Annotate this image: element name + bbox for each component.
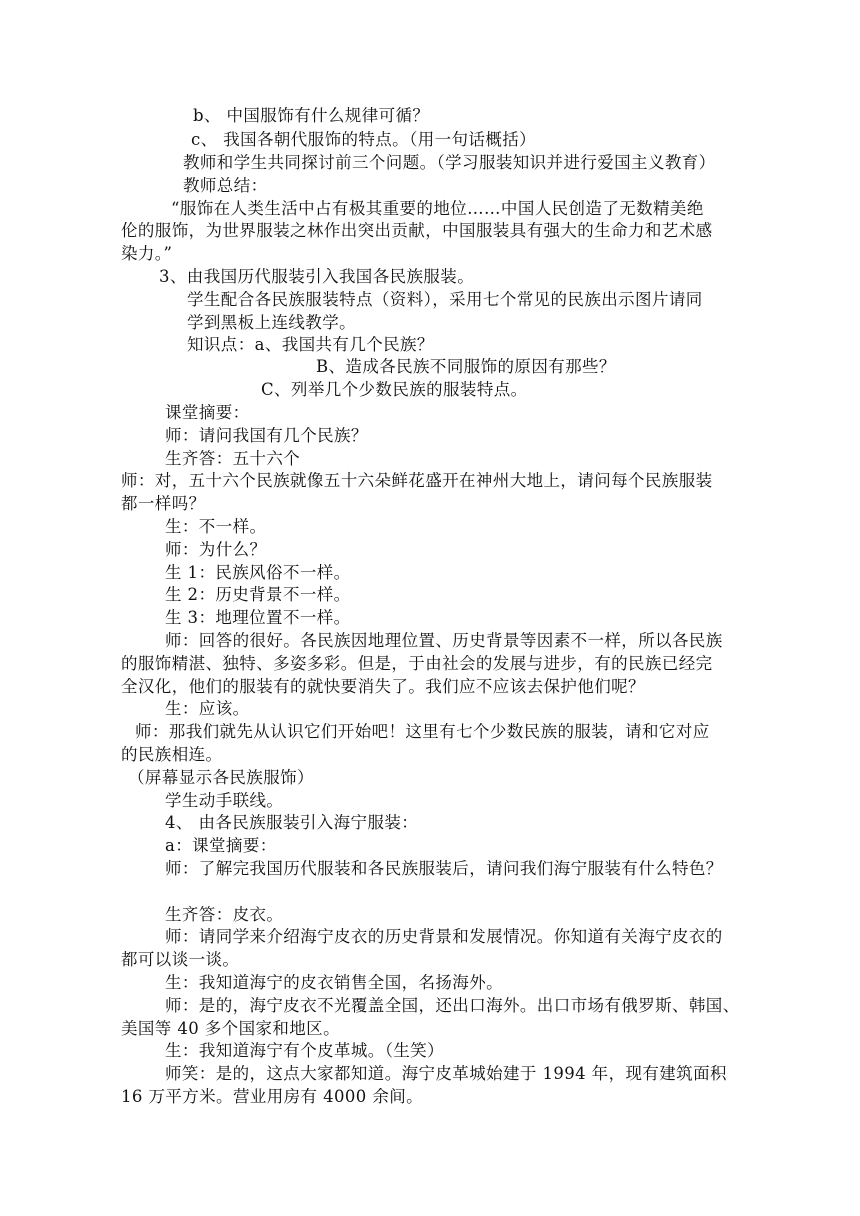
text-line: 师：回答的很好。各民族因地理位置、历史背景等因素不一样，所以各民族 [165, 631, 723, 650]
text-line: 知识点：a、我国共有几个民族？ [187, 335, 434, 354]
text-line: 学生动手联线。 [165, 791, 284, 810]
text-line: 生齐答：五十六个 [165, 449, 301, 468]
text-line: B、造成各民族不同服饰的原因有那些？ [316, 357, 616, 376]
text-line: 生齐答：皮衣。 [165, 905, 284, 924]
text-line: 16 万平方米。营业用房有 4000 余间。 [121, 1087, 424, 1106]
text-line: 师：对，五十六个民族就像五十六朵鲜花盛开在神州大地上，请问每个民族服装 [121, 471, 713, 490]
text-line: 伦的服饰，为世界服装之林作出突出贡献，中国服装具有强大的生命力和艺术感 [121, 221, 713, 240]
text-line: 3、由我国历代服装引入我国各民族服装。 [159, 267, 475, 286]
text-line: （屏幕显示各民族服饰） [128, 768, 314, 787]
text-line: 生 1：民族风俗不一样。 [165, 563, 351, 582]
text-line: 师：请同学来介绍海宁皮衣的历史背景和发展情况。你知道有关海宁皮衣的 [165, 927, 723, 946]
text-line: 师：了解完我国历代服装和各民族服装后，请问我们海宁服装有什么特色？ [165, 859, 723, 878]
text-line: 师：请问我国有几个民族？ [165, 426, 368, 445]
text-line: 课堂摘要： [165, 403, 250, 422]
text-line: 都一样吗？ [121, 494, 206, 513]
text-line: 师：为什么？ [165, 540, 267, 559]
text-line: 4、 由各民族服装引入海宁服装： [165, 813, 419, 832]
text-line: 生：我知道海宁有个皮革城。（生笑） [165, 1041, 445, 1060]
text-line: 染力。” [121, 244, 173, 263]
text-line: 学到黑板上连线教学。 [187, 313, 356, 332]
text-line: 师笑：是的，这点大家都知道。海宁皮革城始建于 1994 年，现有建筑面积 [165, 1064, 727, 1083]
text-line: 生 2：历史背景不一样。 [165, 585, 351, 604]
text-line: 生 3：地理位置不一样。 [165, 608, 351, 627]
text-line: 生：我知道海宁的皮衣销售全国，名扬海外。 [165, 973, 503, 992]
text-line: “服饰在人类生活中占有极其重要的地位……中国人民创造了无数精美绝 [171, 199, 704, 218]
text-line: 美国等 40 多个国家和地区。 [121, 1019, 340, 1038]
text-line: b、 中国服饰有什么规律可循？ [193, 106, 430, 125]
text-line: 生：应该。 [165, 699, 250, 718]
text-line: 全汉化，他们的服装有的就快要消失了。我们应不应该去保护他们呢？ [121, 677, 645, 696]
text-line: c、 我国各朝代服饰的特点。（用一句话概括） [191, 130, 537, 149]
text-line: 师：是的，海宁皮衣不光覆盖全国，还出口海外。出口市场有俄罗斯、韩国、 [165, 996, 740, 1015]
text-line: a：课堂摘要： [165, 836, 277, 855]
text-line: C、列举几个少数民族的服装特点。 [261, 380, 528, 399]
text-line: 教师和学生共同探讨前三个问题。（学习服装知识并进行爱国主义教育） [183, 153, 716, 172]
text-line: 都可以谈一谈。 [121, 950, 240, 969]
text-line: 的民族相连。 [121, 745, 223, 764]
text-line: 教师总结： [183, 176, 268, 195]
text-line: 生：不一样。 [165, 517, 267, 536]
text-line: 学生配合各民族服装特点（资料），采用七个常见的民族出示图片请同 [187, 290, 703, 309]
text-line: 的服饰精湛、独特、多姿多彩。但是，于由社会的发展与进步，有的民族已经完 [121, 654, 713, 673]
text-line: 师：那我们就先从认识它们开始吧！这里有七个少数民族的服装，请和它对应 [135, 722, 710, 741]
